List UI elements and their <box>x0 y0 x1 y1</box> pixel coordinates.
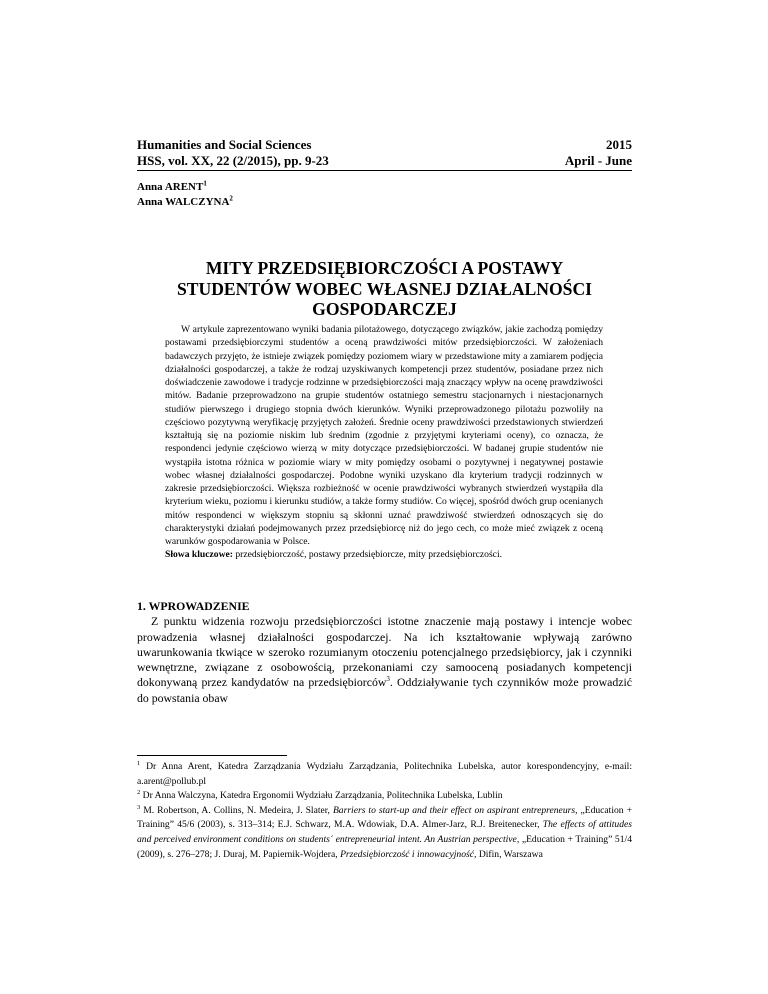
section-introduction <box>137 599 632 706</box>
journal-period: April - June <box>564 153 632 168</box>
author: Anna WALCZYNA$^2$ <box>137 194 233 208</box>
keywords-label: Słowa kluczowe: <box>165 549 233 561</box>
footnote: $^1$ Dr Anna Arent, Katedra Zarządzania Wydziału Zarządzania, Politechnika Lubelska, autor korespondencyjny, e-mail: a.arent@pollub.pl <box>137 759 632 787</box>
footnote: $^2$ Dr Anna Walczyna, Katedra Ergonomii Wydziału Zarządzania, Politechnika Lubelska, Lublin <box>137 789 503 802</box>
author-footnote-mark: 1 <box>203 179 207 188</box>
title-line: STUDENTÓW WOBEC WŁASNEJ DZIAŁALNOŚCI <box>176 278 593 299</box>
footnote-mark: 3 <box>386 675 390 684</box>
journal-header <box>137 137 632 171</box>
author-footnote-mark: 2 <box>229 194 233 203</box>
journal-year: 2015 <box>606 137 632 152</box>
keywords <box>165 548 603 561</box>
journal-volume: HSS, vol. XX, 22 (2/2015), pp. 9-23 <box>137 153 329 168</box>
title-line: GOSPODARCZEJ <box>312 299 457 319</box>
author-list <box>137 180 233 210</box>
abstract-text: W artykule zaprezentowano wyniki badania pilotażowego, dotyczącego związków, jakie zachodzą pomiędzy postawami przedsiębiorczymi studentów a oceną prawdziwości mitów przedsiębiorczości. W założeniach badawczych przyjęto, że istnieje związek pomiędzy poziomem wiary w przedstawione mity a zamiarem podjęcia działalności gospodarczej, a także że rodzaj uzyskiwanych kompetencji przez studentów, posiadane przez nich doświadczenie zawodowe i tradycje rodzinne w przedsiębiorczości mają znaczący wpływ na ocenę prawdziwości mitów. Badanie przeprowadzono na grupie studentów ostatniego semestru stacjonarnych i niestacjonarnych studiów pierwszego i drugiego stopnia dwóch kierunków. Wyniki przeprowadzonego pilotażu pozwoliły na częściowo pozytywną weryfikację przyjętych założeń. Średnie oceny prawdziwości przedstawionych stwierdzeń kształtują się na poziomie niskim lub średnim (zgodnie z przyjętymi kryteriami oceny), co oznacza, że respondenci jedynie częściowo wierzą w mity dotyczące przedsiębiorczości. W badanej grupie studentów nie wystąpiła istotna różnica w poziomie wiary w mity pomiędzy osobami o pozytywnej i negatywnej postawie wobec własnej działalności gospodarczej. Podobne wyniki uzyskano dla kryterium tradycji rodzinnych w zakresie przedsiębiorczości. Większa rozbieżność w ocenie prawdziwości wybranych stwierdzeń wystąpiła dla kryterium wieku, poziomu i kierunku studiów, a także formy studiów. Co więcej, spośród dwóch grup ocenianych mitów respondenci w większym stopniu są skłonni uznać prawdziwość stwierdzeń odnoszących się do charakterystyki działań podejmowanych przez przedsiębiorcę niż do jego cech, co może mieć związek z oceną warunków gospodarowania w Polsce. <box>165 324 603 547</box>
title-line: MITY PRZEDSIĘBIORCZOŚCI A POSTAWY <box>205 258 564 278</box>
footnotes <box>137 760 632 862</box>
body-paragraph: Z punktu widzenia rozwoju przedsiębiorczości istotne znaczenie mają postawy i intencje wobec prowadzenia własnej działalności gospodarczej. Na ich kształtowanie wpływają zarówno uwarunkowania tkwiące w szeroko rozumianym otoczeniu potencjalnego przedsiębiorcy, jak i czynniki wewnętrzne, związane z osobowością, przekonaniami czy samooceną posiadanych kompetencji dokonywaną przez kandydatów na przedsiębiorców$^3$. Oddziaływanie tych czynników może prowadzić do powstania obaw <box>137 614 632 705</box>
header-rule <box>137 170 632 171</box>
section-heading: 1. WPROWADZENIE <box>137 599 250 613</box>
paper-title <box>137 258 632 320</box>
abstract <box>165 323 603 562</box>
footnote: $^3$ M. Robertson, A. Collins, N. Medeira, J. Slater, Barriers to start-up and their effect on aspirant entrepreneurs, „Education + Training” 45/6 (2003), s. 313–314; E.J. Schwarz, M.A. Wdowiak, D.A. Almer-Jarz, R.J. Breitenecker, The effects of attitudes and perceived environment conditions on students´ entrepreneurial intent. An Austrian perspective, „Education + Training” 51/4 (2009), s. 276–278; J. Duraj, M. Papiernik-Wojdera, Przedsiębiorczość i innowacyjność, Difin, Warszawa <box>137 803 632 860</box>
author: Anna ARENT$^1$ <box>137 179 207 193</box>
keywords-text: przedsiębiorczość, postawy przedsiębiorcze, mity przedsiębiorczości. <box>232 549 503 561</box>
footnote-rule <box>137 755 287 756</box>
journal-name: Humanities and Social Sciences <box>137 137 312 152</box>
